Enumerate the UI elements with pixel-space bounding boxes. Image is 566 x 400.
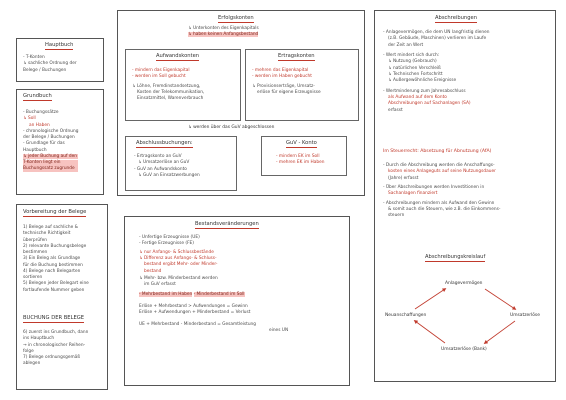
list-item: ↳ Umsatzerlöse an GuV [138,160,190,166]
cycle-anlagevermoegen: Anlagevermögen [445,281,483,286]
cycle-arrows [375,269,557,379]
aufwandskonten-list [132,68,204,103]
list-item: der Zeit an Wert [388,42,424,48]
bestand-card [124,216,350,386]
list-item: & somit auch die Steuern, wie z.B. die Einkommens- [388,207,501,213]
erfolgskonten-card [117,10,365,196]
list-item: im GuV erfasst [144,282,176,288]
abschreibungen-title: Abschreibungen [435,15,477,23]
list-item: 2) relevante Buchungsbelege [23,243,87,249]
list-item: ↳ Technischen Fortschritt [388,71,443,77]
list-item: (z.B. Gebäude, Maschinen) verlieren im Laufe [388,36,487,42]
list-item: 6) zuerst ins Grundbuch, dann [23,330,89,335]
list-item: ↳ sachliche Ordnung der [23,61,77,67]
list-item: ↳ haben keinen Anfangsbestand [188,32,259,38]
abschreibungen-list-2 [383,163,500,220]
list-item: - T-Konten [23,55,45,60]
list-item: - Grundlage für das [23,141,65,147]
list-item: für die Buchung bestimmen [23,262,83,268]
list-item: ↳ Nutzung (Gebrauch) [388,59,437,65]
list-item: 4) Belege nach Belegarten [23,268,81,274]
list-item: - Mehrbestand im Haben [139,291,193,297]
list-item: ↳ Außergewöhnliche Ereignisse [388,78,457,84]
list-item: - GuV an Aufwandskonto [134,166,187,172]
list-item: Belege / Buchungen [23,67,67,73]
list-item: - Minderbestand im Soll [193,291,245,297]
list-item: 7) Belege ordnungsgemäß [23,355,81,361]
list-item: ↳ jeder Buchung auf den [23,153,77,159]
list-item: 5) Belegen jeder Belegart eine [23,281,89,287]
abschlussbuchungen-box [125,136,237,191]
list-item: T-Konten liegt ein [23,160,78,166]
cycle-umsatzerloese: Umsatzerlöse [510,313,540,318]
list-item: folge [23,348,34,354]
list-item: fortlaufende Nummer geben [23,287,85,293]
grundbuch-card [16,89,104,195]
list-item: Buchungssatz zugrunde [23,166,78,172]
arrow-icon [415,321,445,343]
grundbuch-title: Grundbuch [23,93,52,101]
list-item: - Fertige Erzeugnisse (FE) [139,241,194,247]
abschreibungen-list [383,30,490,114]
list-item: - werden im Haben gebucht [252,74,312,80]
list-item: ablegen [23,361,41,367]
guv-note: ↳ werden über das GuV abgeschlossen [188,125,275,130]
abschlussbuchungen-list [134,154,200,179]
list-item: - Durch die Abschreibung werden die Anschaffungs- [383,163,495,168]
list-item: 3) Ein Beleg als Grundlage [23,256,81,262]
list-item: - mindern das Eigenkapital [132,68,190,73]
list-item: - mehren EK im Haben [276,160,325,166]
list-item: ↳ Soll [23,116,36,122]
aufwandskonten-title: Aufwandskonten [156,53,199,61]
abschreibungskreislauf-title: Abschreibungskreislauf [425,254,485,262]
bestand-title: Bestandsveränderungen [195,221,259,229]
list-item: ↳ Löhne, Fremdinstandsetzung, [132,83,201,89]
buchung-subtitle: BUCHUNG DER BELEGE [23,315,84,323]
guv-konto-list [276,154,324,167]
list-item: ↳ Provisionserträge, Umsatz- [252,83,315,89]
list-item: Einsatzmittel, Warenverbrauch [137,96,204,102]
list-item: ↳ nur Anfangs- & Schlussbestände [139,249,214,255]
list-item: UE + Mehrbestand - Minderbestand = Gesamtleistung [139,321,257,327]
hauptbuch-card [16,38,104,82]
list-item: ↳ natürlichen Verschleiß [388,65,441,71]
list-item: → in chronologischer Reihen- [23,342,86,348]
list-item: überprüfen [23,237,47,243]
vorbereitung-title: Vorbereitung der Belege [23,209,86,217]
list-item: - Wertminderung zum Jahresabschluss [383,88,466,94]
list-item: kosten eines Anlageguts auf seine Nutzungsdauer [388,169,496,175]
list-item: ins Hauptbuch [23,336,55,342]
list-item: Kosten der Telekommunikation, [137,90,205,96]
list-item: technische Richtigkeit [23,231,71,237]
abschreibungen-card [374,10,556,382]
cycle-neuanschaffungen: Neuanschaffungen [385,313,427,318]
list-item: (Jahre) erfasst [388,175,419,181]
hauptbuch-list [23,55,77,74]
hauptbuch-title: Hauptbuch [45,42,73,50]
list-item: - Abschreibungen mindern als Aufwand den Gewinn [383,200,495,206]
steuerrecht-note: Im Steuerrecht: Absetzung für Abnutzung (AfA) [383,149,492,154]
bestand-list [139,235,288,334]
cycle-umsatzerloese-bank: Umsatzerlöse (Bank) [441,347,487,352]
aufwandskonten-box [125,49,241,121]
erfolgskonten-title: Erfolgskonten [218,15,254,23]
list-item: der Belege / Buchungen [23,135,75,141]
list-item: ↳ Mehr- bzw. Minderbestand werden [139,276,218,282]
list-item: eines UN [269,328,289,334]
buchung-list [23,330,88,368]
grundbuch-list [23,110,78,173]
list-item: - Ertragskonto an GuV [134,154,182,159]
list-item: ↳ Unterkonten des Eigenkapitals [188,26,259,31]
list-item: als Aufwand auf dem Konto [388,95,447,101]
vorbereitung-card [16,204,108,390]
list-item: - Unfertige Erzeugnisse (UE) [139,235,200,240]
list-item: - Anlagevermögen, die dem UN langfristig dienen [383,30,490,35]
erfolgskonten-sub [188,26,259,39]
ertragskonten-box [245,49,359,121]
vorbereitung-list [23,225,89,294]
arrow-icon [485,289,515,309]
list-item: Sachanlagen finanziert [388,191,438,197]
list-item: an Haben [29,122,50,128]
list-item: steuern [388,213,405,219]
list-item: Abschreibungen auf Sachanlagen (SA) [388,101,471,107]
list-item: erfasst [388,107,403,113]
ertragskonten-list [252,68,321,96]
abschlussbuchungen-title: Abschlussbuchungen: [136,140,193,148]
arrow-icon [485,321,515,343]
guv-konto-box [261,136,347,176]
guv-konto-title: GuV - Konto [286,140,317,148]
list-item: - chronologische Ordnung [23,128,79,134]
list-item: sortieren [23,275,43,281]
arrow-icon [415,289,445,309]
list-item: Erlöse + Mehrbestand > Aufwendungen = Gewinn [139,304,248,310]
list-item: - mehren das Eigenkapital [252,68,309,73]
list-item: bestand ergibt Mehr- oder Minder- [144,262,218,268]
list-item: bestand [144,268,162,274]
list-item: - mindern EK im Soll [276,154,320,159]
list-item: Erlöse + Aufwendungen + Minderbestand = Verlust [139,310,251,316]
list-item: 1) Belege auf sachliche & [23,225,78,230]
list-item: Hauptbuch [23,147,47,153]
list-item: - werden im Soll gebucht [132,74,186,80]
list-item: ↳ Differenz aus Anfangs- & Schluss- [139,256,217,262]
list-item: bestimmen [23,250,48,256]
list-item: erlöse für eigene Erzeugnisse [257,90,321,96]
list-item: ↳ GuV an Einsatzwerbungen [138,172,200,178]
list-item: - Über Abschreibungen werden Investitionen in [383,185,485,191]
list-item: - Wert mindert sich durch: [383,53,440,59]
ertragskonten-title: Ertragskonten [278,53,315,61]
list-item: - Buchungssätze [23,110,59,115]
